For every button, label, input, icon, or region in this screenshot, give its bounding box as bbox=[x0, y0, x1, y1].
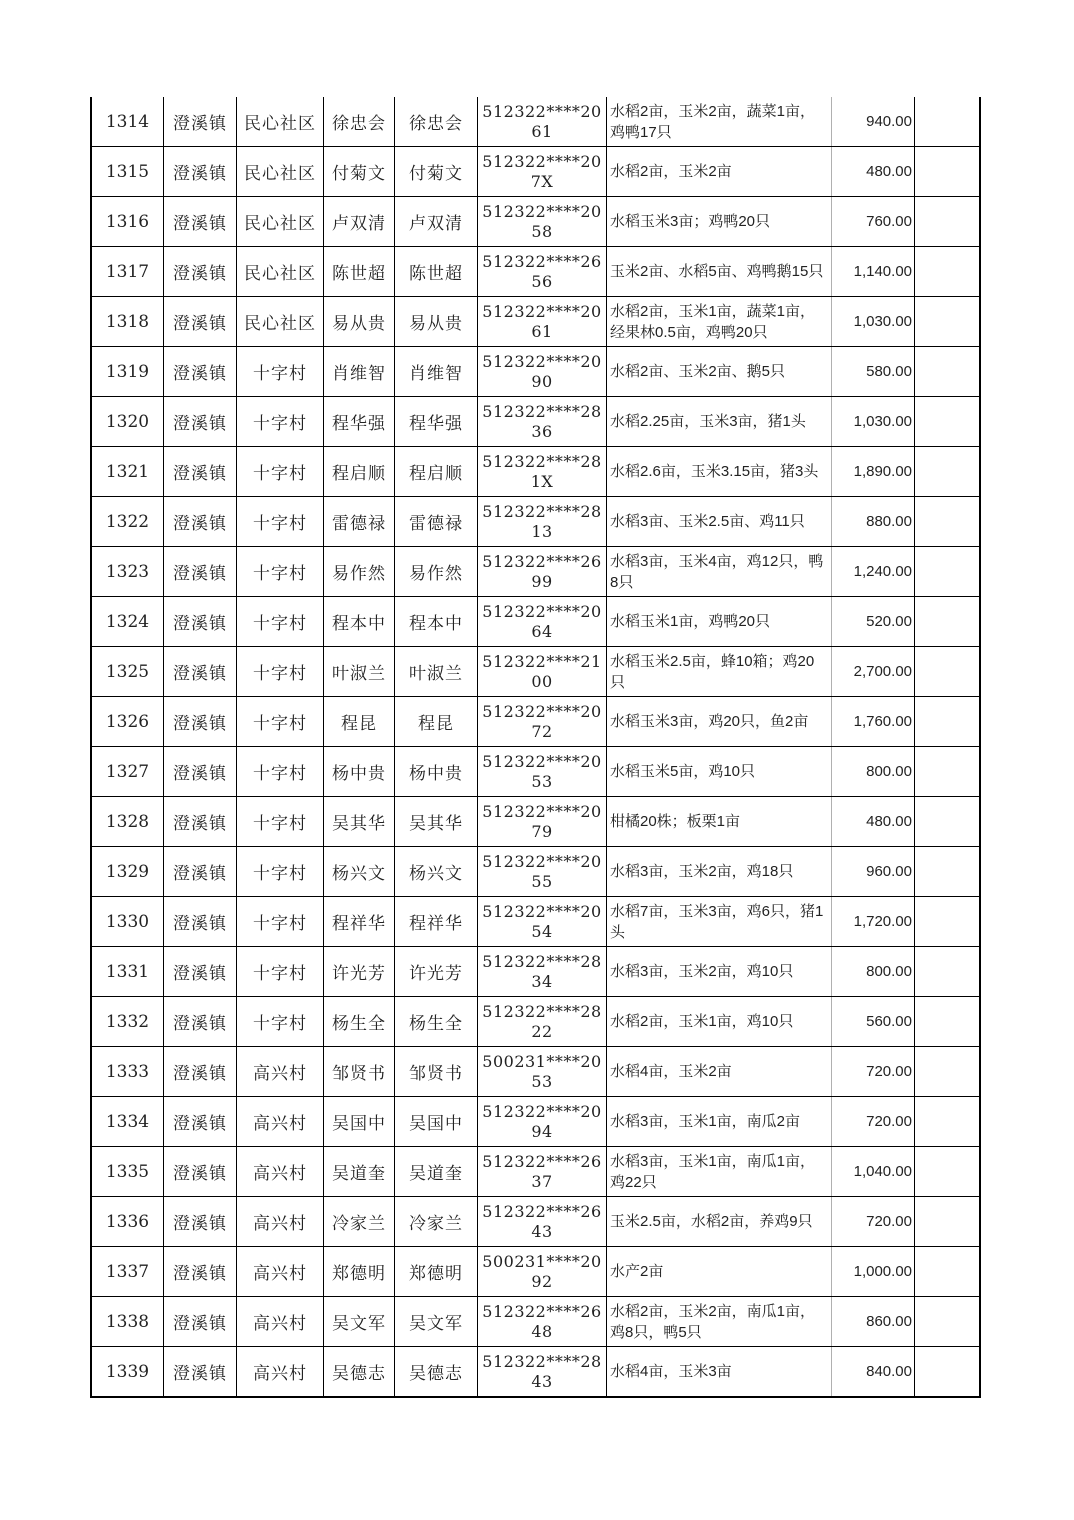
crops-cell: 水稻3亩，玉米1亩，南瓜2亩 bbox=[607, 1097, 832, 1147]
village-cell: 民心社区 bbox=[237, 97, 324, 147]
id-number-cell: 512322****2637 bbox=[478, 1147, 607, 1197]
id-number-cell: 512322****2064 bbox=[478, 597, 607, 647]
village-cell: 高兴村 bbox=[237, 1047, 324, 1097]
row-number: 1324 bbox=[91, 597, 164, 647]
row-number: 1334 bbox=[91, 1097, 164, 1147]
row-number: 1316 bbox=[91, 197, 164, 247]
village-cell: 十字村 bbox=[237, 797, 324, 847]
crops-cell: 水稻2亩、玉米2亩、鹅5只 bbox=[607, 347, 832, 397]
table-row bbox=[91, 997, 980, 1047]
name-cell: 程启顺 bbox=[324, 447, 395, 497]
village-cell: 高兴村 bbox=[237, 1297, 324, 1347]
name-cell: 许光芳 bbox=[324, 947, 395, 997]
crops-cell: 水稻4亩，玉米2亩 bbox=[607, 1047, 832, 1097]
note-cell bbox=[915, 147, 981, 197]
row-number: 1322 bbox=[91, 497, 164, 547]
town-cell: 澄溪镇 bbox=[164, 447, 237, 497]
payee-cell: 杨兴文 bbox=[395, 847, 478, 897]
amount-cell: 880.00 bbox=[832, 497, 915, 547]
name-cell: 易作然 bbox=[324, 547, 395, 597]
amount-cell: 480.00 bbox=[832, 797, 915, 847]
town-cell: 澄溪镇 bbox=[164, 1197, 237, 1247]
village-cell: 十字村 bbox=[237, 747, 324, 797]
row-number: 1327 bbox=[91, 747, 164, 797]
payee-cell: 吴文军 bbox=[395, 1297, 478, 1347]
crops-cell: 水稻3亩，玉米1亩，南瓜1亩，鸡22只 bbox=[607, 1147, 832, 1197]
row-number: 1339 bbox=[91, 1347, 164, 1398]
amount-cell: 1,240.00 bbox=[832, 547, 915, 597]
id-number-cell: 512322****2054 bbox=[478, 897, 607, 947]
town-cell: 澄溪镇 bbox=[164, 147, 237, 197]
id-number-cell: 512322****2061 bbox=[478, 97, 607, 147]
amount-cell: 860.00 bbox=[832, 1297, 915, 1347]
row-number: 1337 bbox=[91, 1247, 164, 1297]
id-number-cell: 512322****2058 bbox=[478, 197, 607, 247]
village-cell: 民心社区 bbox=[237, 247, 324, 297]
id-number-cell: 512322****2079 bbox=[478, 797, 607, 847]
row-number: 1326 bbox=[91, 697, 164, 747]
payee-cell: 陈世超 bbox=[395, 247, 478, 297]
crops-cell: 水稻7亩，玉米3亩，鸡6只，猪1头 bbox=[607, 897, 832, 947]
town-cell: 澄溪镇 bbox=[164, 847, 237, 897]
town-cell: 澄溪镇 bbox=[164, 297, 237, 347]
amount-cell: 1,040.00 bbox=[832, 1147, 915, 1197]
village-cell: 民心社区 bbox=[237, 147, 324, 197]
amount-cell: 1,000.00 bbox=[832, 1247, 915, 1297]
table-row bbox=[91, 1147, 980, 1197]
name-cell: 易从贵 bbox=[324, 297, 395, 347]
name-cell: 吴文军 bbox=[324, 1297, 395, 1347]
amount-cell: 560.00 bbox=[832, 997, 915, 1047]
name-cell: 郑德明 bbox=[324, 1247, 395, 1297]
name-cell: 程祥华 bbox=[324, 897, 395, 947]
amount-cell: 800.00 bbox=[832, 747, 915, 797]
town-cell: 澄溪镇 bbox=[164, 497, 237, 547]
payee-cell: 吴其华 bbox=[395, 797, 478, 847]
payee-cell: 杨生全 bbox=[395, 997, 478, 1047]
payee-cell: 冷家兰 bbox=[395, 1197, 478, 1247]
table-row bbox=[91, 397, 980, 447]
amount-cell: 800.00 bbox=[832, 947, 915, 997]
table-row bbox=[91, 197, 980, 247]
town-cell: 澄溪镇 bbox=[164, 997, 237, 1047]
town-cell: 澄溪镇 bbox=[164, 1297, 237, 1347]
amount-cell: 720.00 bbox=[832, 1097, 915, 1147]
id-number-cell: 512322****281X bbox=[478, 447, 607, 497]
town-cell: 澄溪镇 bbox=[164, 1347, 237, 1398]
town-cell: 澄溪镇 bbox=[164, 1147, 237, 1197]
town-cell: 澄溪镇 bbox=[164, 1097, 237, 1147]
payee-cell: 肖维智 bbox=[395, 347, 478, 397]
note-cell bbox=[915, 547, 981, 597]
id-number-cell: 512322****2100 bbox=[478, 647, 607, 697]
amount-cell: 1,030.00 bbox=[832, 397, 915, 447]
note-cell bbox=[915, 297, 981, 347]
note-cell bbox=[915, 947, 981, 997]
row-number: 1335 bbox=[91, 1147, 164, 1197]
payee-cell: 邹贤书 bbox=[395, 1047, 478, 1097]
table-row bbox=[91, 947, 980, 997]
town-cell: 澄溪镇 bbox=[164, 1247, 237, 1297]
payee-cell: 吴道奎 bbox=[395, 1147, 478, 1197]
village-cell: 十字村 bbox=[237, 647, 324, 697]
name-cell: 付菊文 bbox=[324, 147, 395, 197]
note-cell bbox=[915, 1297, 981, 1347]
table-row bbox=[91, 797, 980, 847]
row-number: 1329 bbox=[91, 847, 164, 897]
note-cell bbox=[915, 1047, 981, 1097]
id-number-cell: 512322****2836 bbox=[478, 397, 607, 447]
note-cell bbox=[915, 797, 981, 847]
payee-cell: 付菊文 bbox=[395, 147, 478, 197]
crops-cell: 水稻3亩，玉米4亩，鸡12只，鸭8只 bbox=[607, 547, 832, 597]
table-row bbox=[91, 297, 980, 347]
table-row bbox=[91, 597, 980, 647]
id-number-cell: 512322****2822 bbox=[478, 997, 607, 1047]
name-cell: 杨中贵 bbox=[324, 747, 395, 797]
town-cell: 澄溪镇 bbox=[164, 197, 237, 247]
crops-cell: 水稻3亩，玉米2亩，鸡10只 bbox=[607, 947, 832, 997]
id-number-cell: 512322****2699 bbox=[478, 547, 607, 597]
id-number-cell: 512322****2072 bbox=[478, 697, 607, 747]
row-number: 1336 bbox=[91, 1197, 164, 1247]
name-cell: 吴其华 bbox=[324, 797, 395, 847]
village-cell: 十字村 bbox=[237, 347, 324, 397]
village-cell: 十字村 bbox=[237, 547, 324, 597]
amount-cell: 960.00 bbox=[832, 847, 915, 897]
id-number-cell: 512322****2813 bbox=[478, 497, 607, 547]
note-cell bbox=[915, 347, 981, 397]
village-cell: 高兴村 bbox=[237, 1147, 324, 1197]
name-cell: 陈世超 bbox=[324, 247, 395, 297]
table-row bbox=[91, 97, 980, 147]
name-cell: 卢双清 bbox=[324, 197, 395, 247]
crops-cell: 水稻玉米1亩，鸡鸭20只 bbox=[607, 597, 832, 647]
village-cell: 高兴村 bbox=[237, 1247, 324, 1297]
row-number: 1332 bbox=[91, 997, 164, 1047]
id-number-cell: 512322****2061 bbox=[478, 297, 607, 347]
town-cell: 澄溪镇 bbox=[164, 897, 237, 947]
row-number: 1315 bbox=[91, 147, 164, 197]
amount-cell: 1,760.00 bbox=[832, 697, 915, 747]
payee-cell: 程昆 bbox=[395, 697, 478, 747]
id-number-cell: 512322****2055 bbox=[478, 847, 607, 897]
amount-cell: 520.00 bbox=[832, 597, 915, 647]
table-row bbox=[91, 347, 980, 397]
name-cell: 肖维智 bbox=[324, 347, 395, 397]
payee-cell: 程本中 bbox=[395, 597, 478, 647]
row-number: 1333 bbox=[91, 1047, 164, 1097]
table-row bbox=[91, 247, 980, 297]
payee-cell: 许光芳 bbox=[395, 947, 478, 997]
row-number: 1323 bbox=[91, 547, 164, 597]
table-row bbox=[91, 897, 980, 947]
payee-cell: 雷德禄 bbox=[395, 497, 478, 547]
id-number-cell: 500231****2092 bbox=[478, 1247, 607, 1297]
id-number-cell: 512322****2094 bbox=[478, 1097, 607, 1147]
village-cell: 民心社区 bbox=[237, 197, 324, 247]
row-number: 1318 bbox=[91, 297, 164, 347]
note-cell bbox=[915, 97, 981, 147]
note-cell bbox=[915, 397, 981, 447]
town-cell: 澄溪镇 bbox=[164, 647, 237, 697]
payee-cell: 卢双清 bbox=[395, 197, 478, 247]
name-cell: 徐忠会 bbox=[324, 97, 395, 147]
note-cell bbox=[915, 1097, 981, 1147]
id-number-cell: 512322****2053 bbox=[478, 747, 607, 797]
note-cell bbox=[915, 1247, 981, 1297]
note-cell bbox=[915, 197, 981, 247]
town-cell: 澄溪镇 bbox=[164, 547, 237, 597]
row-number: 1331 bbox=[91, 947, 164, 997]
crops-cell: 柑橘20株；板栗1亩 bbox=[607, 797, 832, 847]
payee-cell: 程启顺 bbox=[395, 447, 478, 497]
village-cell: 十字村 bbox=[237, 847, 324, 897]
town-cell: 澄溪镇 bbox=[164, 397, 237, 447]
payee-cell: 杨中贵 bbox=[395, 747, 478, 797]
subsidy-table bbox=[90, 97, 981, 1398]
id-number-cell: 512322****2656 bbox=[478, 247, 607, 297]
table-row bbox=[91, 447, 980, 497]
town-cell: 澄溪镇 bbox=[164, 597, 237, 647]
table-row bbox=[91, 1197, 980, 1247]
table-row bbox=[91, 1047, 980, 1097]
row-number: 1317 bbox=[91, 247, 164, 297]
table-row bbox=[91, 147, 980, 197]
crops-cell: 水稻玉米3亩；鸡鸭20只 bbox=[607, 197, 832, 247]
name-cell: 杨生全 bbox=[324, 997, 395, 1047]
village-cell: 高兴村 bbox=[237, 1097, 324, 1147]
amount-cell: 580.00 bbox=[832, 347, 915, 397]
crops-cell: 水稻2亩，玉米2亩 bbox=[607, 147, 832, 197]
table-row bbox=[91, 497, 980, 547]
village-cell: 十字村 bbox=[237, 897, 324, 947]
payee-cell: 郑德明 bbox=[395, 1247, 478, 1297]
village-cell: 十字村 bbox=[237, 947, 324, 997]
crops-cell: 水稻2.25亩，玉米3亩，猪1头 bbox=[607, 397, 832, 447]
note-cell bbox=[915, 747, 981, 797]
row-number: 1320 bbox=[91, 397, 164, 447]
crops-cell: 水稻2亩，玉米2亩，蔬菜1亩，鸡鸭17只 bbox=[607, 97, 832, 147]
id-number-cell: 512322****2648 bbox=[478, 1297, 607, 1347]
name-cell: 冷家兰 bbox=[324, 1197, 395, 1247]
amount-cell: 1,030.00 bbox=[832, 297, 915, 347]
town-cell: 澄溪镇 bbox=[164, 247, 237, 297]
crops-cell: 水稻3亩、玉米2.5亩、鸡11只 bbox=[607, 497, 832, 547]
table-row bbox=[91, 1247, 980, 1297]
amount-cell: 1,140.00 bbox=[832, 247, 915, 297]
table-row bbox=[91, 1297, 980, 1347]
note-cell bbox=[915, 597, 981, 647]
amount-cell: 1,890.00 bbox=[832, 447, 915, 497]
payee-cell: 程华强 bbox=[395, 397, 478, 447]
village-cell: 十字村 bbox=[237, 447, 324, 497]
town-cell: 澄溪镇 bbox=[164, 697, 237, 747]
id-number-cell: 512322****2643 bbox=[478, 1197, 607, 1247]
town-cell: 澄溪镇 bbox=[164, 97, 237, 147]
crops-cell: 水稻4亩，玉米3亩 bbox=[607, 1347, 832, 1398]
crops-cell: 水稻2亩，玉米2亩，南瓜1亩，鸡8只，鸭5只 bbox=[607, 1297, 832, 1347]
note-cell bbox=[915, 847, 981, 897]
table-row bbox=[91, 697, 980, 747]
name-cell: 叶淑兰 bbox=[324, 647, 395, 697]
village-cell: 十字村 bbox=[237, 397, 324, 447]
village-cell: 十字村 bbox=[237, 697, 324, 747]
name-cell: 雷德禄 bbox=[324, 497, 395, 547]
note-cell bbox=[915, 447, 981, 497]
id-number-cell: 512322****207X bbox=[478, 147, 607, 197]
id-number-cell: 512322****2843 bbox=[478, 1347, 607, 1398]
table-row bbox=[91, 1097, 980, 1147]
note-cell bbox=[915, 1147, 981, 1197]
town-cell: 澄溪镇 bbox=[164, 797, 237, 847]
note-cell bbox=[915, 647, 981, 697]
row-number: 1338 bbox=[91, 1297, 164, 1347]
crops-cell: 水稻3亩，玉米2亩，鸡18只 bbox=[607, 847, 832, 897]
payee-cell: 程祥华 bbox=[395, 897, 478, 947]
crops-cell: 水稻玉米2.5亩，蜂10箱；鸡20只 bbox=[607, 647, 832, 697]
table-row bbox=[91, 747, 980, 797]
note-cell bbox=[915, 1197, 981, 1247]
village-cell: 十字村 bbox=[237, 597, 324, 647]
name-cell: 吴德志 bbox=[324, 1347, 395, 1398]
name-cell: 邹贤书 bbox=[324, 1047, 395, 1097]
village-cell: 高兴村 bbox=[237, 1197, 324, 1247]
crops-cell: 水稻2亩，玉米1亩，蔬菜1亩，经果林0.5亩，鸡鸭20只 bbox=[607, 297, 832, 347]
crops-cell: 水稻玉米5亩，鸡10只 bbox=[607, 747, 832, 797]
crops-cell: 水稻2.6亩，玉米3.15亩，猪3头 bbox=[607, 447, 832, 497]
id-number-cell: 512322****2090 bbox=[478, 347, 607, 397]
town-cell: 澄溪镇 bbox=[164, 747, 237, 797]
table-row bbox=[91, 847, 980, 897]
note-cell bbox=[915, 497, 981, 547]
row-number: 1325 bbox=[91, 647, 164, 697]
amount-cell: 480.00 bbox=[832, 147, 915, 197]
table-row bbox=[91, 647, 980, 697]
village-cell: 民心社区 bbox=[237, 297, 324, 347]
note-cell bbox=[915, 997, 981, 1047]
payee-cell: 徐忠会 bbox=[395, 97, 478, 147]
row-number: 1319 bbox=[91, 347, 164, 397]
amount-cell: 720.00 bbox=[832, 1197, 915, 1247]
name-cell: 杨兴文 bbox=[324, 847, 395, 897]
row-number: 1328 bbox=[91, 797, 164, 847]
note-cell bbox=[915, 247, 981, 297]
town-cell: 澄溪镇 bbox=[164, 347, 237, 397]
note-cell bbox=[915, 1347, 981, 1398]
payee-cell: 易从贵 bbox=[395, 297, 478, 347]
crops-cell: 水产2亩 bbox=[607, 1247, 832, 1297]
table-body bbox=[91, 97, 980, 1397]
payee-cell: 易作然 bbox=[395, 547, 478, 597]
crops-cell: 水稻玉米3亩，鸡20只，鱼2亩 bbox=[607, 697, 832, 747]
amount-cell: 1,720.00 bbox=[832, 897, 915, 947]
name-cell: 吴道奎 bbox=[324, 1147, 395, 1197]
amount-cell: 2,700.00 bbox=[832, 647, 915, 697]
village-cell: 高兴村 bbox=[237, 1347, 324, 1398]
payee-cell: 叶淑兰 bbox=[395, 647, 478, 697]
id-number-cell: 512322****2834 bbox=[478, 947, 607, 997]
table-row bbox=[91, 547, 980, 597]
row-number: 1321 bbox=[91, 447, 164, 497]
town-cell: 澄溪镇 bbox=[164, 947, 237, 997]
note-cell bbox=[915, 897, 981, 947]
payee-cell: 吴德志 bbox=[395, 1347, 478, 1398]
name-cell: 吴国中 bbox=[324, 1097, 395, 1147]
id-number-cell: 500231****2053 bbox=[478, 1047, 607, 1097]
table-row bbox=[91, 1347, 980, 1398]
crops-cell: 玉米2.5亩，水稻2亩，养鸡9只 bbox=[607, 1197, 832, 1247]
name-cell: 程本中 bbox=[324, 597, 395, 647]
row-number: 1330 bbox=[91, 897, 164, 947]
village-cell: 十字村 bbox=[237, 997, 324, 1047]
name-cell: 程华强 bbox=[324, 397, 395, 447]
amount-cell: 720.00 bbox=[832, 1047, 915, 1097]
amount-cell: 760.00 bbox=[832, 197, 915, 247]
amount-cell: 940.00 bbox=[832, 97, 915, 147]
amount-cell: 840.00 bbox=[832, 1347, 915, 1398]
crops-cell: 玉米2亩、水稻5亩、鸡鸭鹅15只 bbox=[607, 247, 832, 297]
name-cell: 程昆 bbox=[324, 697, 395, 747]
note-cell bbox=[915, 697, 981, 747]
village-cell: 十字村 bbox=[237, 497, 324, 547]
row-number: 1314 bbox=[91, 97, 164, 147]
crops-cell: 水稻2亩，玉米1亩，鸡10只 bbox=[607, 997, 832, 1047]
town-cell: 澄溪镇 bbox=[164, 1047, 237, 1097]
payee-cell: 吴国中 bbox=[395, 1097, 478, 1147]
